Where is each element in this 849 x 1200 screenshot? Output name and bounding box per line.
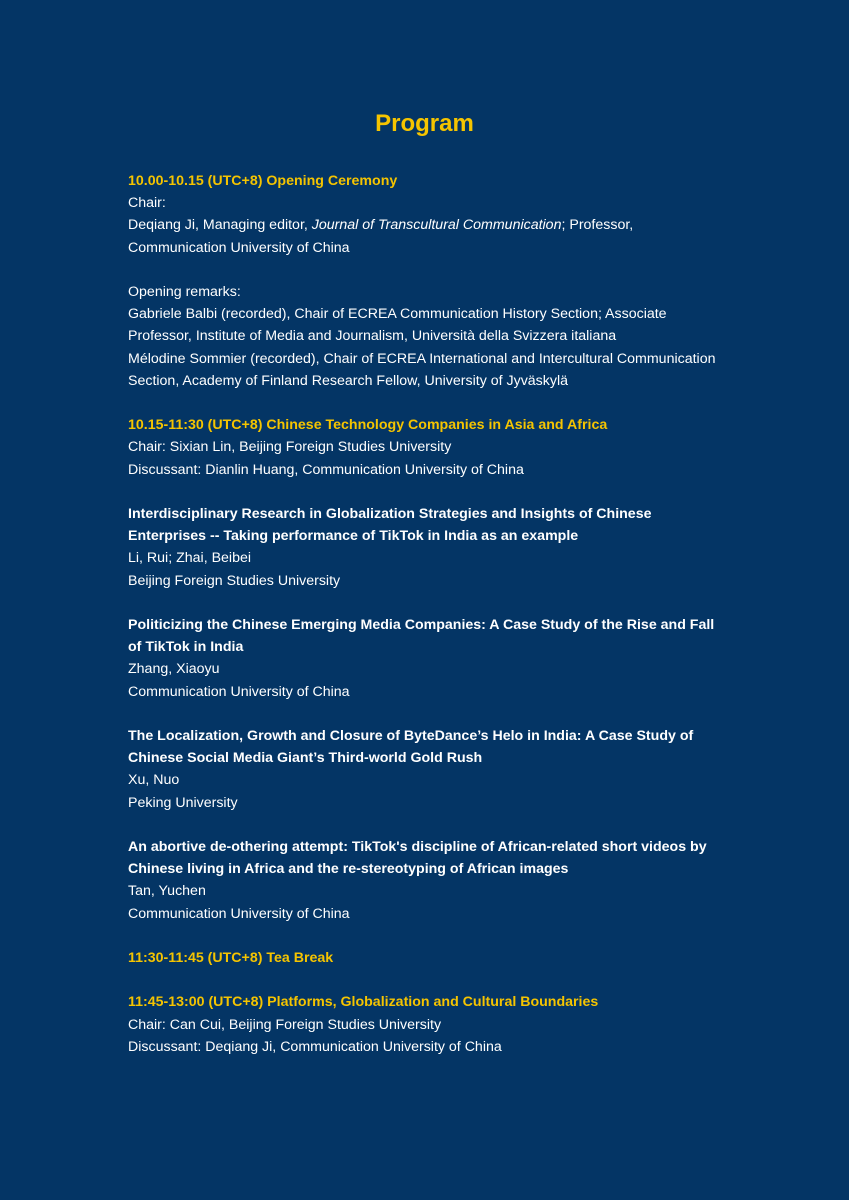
paper-affiliation: Beijing Foreign Studies University xyxy=(128,572,341,589)
session-heading: 11:45-13:00 (UTC+8) Platforms, Globalization and Cultural Boundaries xyxy=(128,994,599,1011)
paper-authors: Zhang, Xiaoyu xyxy=(128,661,220,678)
chair-name: Deqiang Ji, Managing editor, xyxy=(128,217,312,234)
opening-chair xyxy=(128,214,728,236)
remarks-line: Section, Academy of Finland Research Fellow, University of Jyväskylä xyxy=(128,372,568,389)
session-discussant: Discussant: Dianlin Huang, Communication University of China xyxy=(128,461,524,478)
paper-affiliation: Communication University of China xyxy=(128,683,350,700)
remarks-label: Opening remarks: xyxy=(128,284,241,300)
paper-title: of TikTok in India xyxy=(128,639,244,656)
paper-title: Politicizing the Chinese Emerging Media Companies: A Case Study of the Rise and Fall xyxy=(128,617,715,633)
chair-affiliation: Communication University of China xyxy=(128,239,350,256)
remarks-line: Mélodine Sommier (recorded), Chair of ECREA International and Intercultural Communication xyxy=(128,350,716,367)
paper-title: An abortive de-othering attempt: TikTok's discipline of African-related short videos by xyxy=(128,839,707,855)
program-content xyxy=(128,170,728,1058)
session-discussant: Discussant: Deqiang Ji, Communication University of China xyxy=(128,1038,502,1055)
page-title: Program xyxy=(375,110,474,137)
paper-title: Enterprises -- Taking performance of TikTok in India as an example xyxy=(128,528,579,545)
paper-authors: Li, Rui; Zhai, Beibei xyxy=(128,550,252,567)
paper-authors: Xu, Nuo xyxy=(128,772,180,789)
tea-break: 11:30-11:45 (UTC+8) Tea Break xyxy=(128,950,334,966)
remarks-line: Gabriele Balbi (recorded), Chair of ECREA Communication History Section; Associate xyxy=(128,306,667,323)
paper-authors: Tan, Yuchen xyxy=(128,883,206,900)
chair-role: ; Professor, xyxy=(561,217,634,234)
paper-affiliation: Peking University xyxy=(128,794,238,811)
paper-title: Interdisciplinary Research in Globalization Strategies and Insights of Chinese xyxy=(128,506,652,522)
chair-label: Chair: xyxy=(128,195,166,212)
paper-title: The Localization, Growth and Closure of ByteDance’s Helo in India: A Case Study of xyxy=(128,728,694,744)
session-heading-opening: 10.00-10.15 (UTC+8) Opening Ceremony xyxy=(128,173,398,189)
paper-affiliation: Communication University of China xyxy=(128,905,350,922)
session-chair: Chair: Sixian Lin, Beijing Foreign Studies University xyxy=(128,439,452,456)
paper-title: Chinese living in Africa and the re-stereotyping of African images xyxy=(128,861,569,878)
paper-title: Chinese Social Media Giant’s Third-world Gold Rush xyxy=(128,750,483,767)
session-chair: Chair: Can Cui, Beijing Foreign Studies University xyxy=(128,1016,442,1033)
session-heading: 10.15-11:30 (UTC+8) Chinese Technology Companies in Asia and Africa xyxy=(128,417,608,434)
journal-title: Journal of Transcultural Communication xyxy=(311,217,562,234)
remarks-line: Professor, Institute of Media and Journalism, Università della Svizzera italiana xyxy=(128,328,617,345)
